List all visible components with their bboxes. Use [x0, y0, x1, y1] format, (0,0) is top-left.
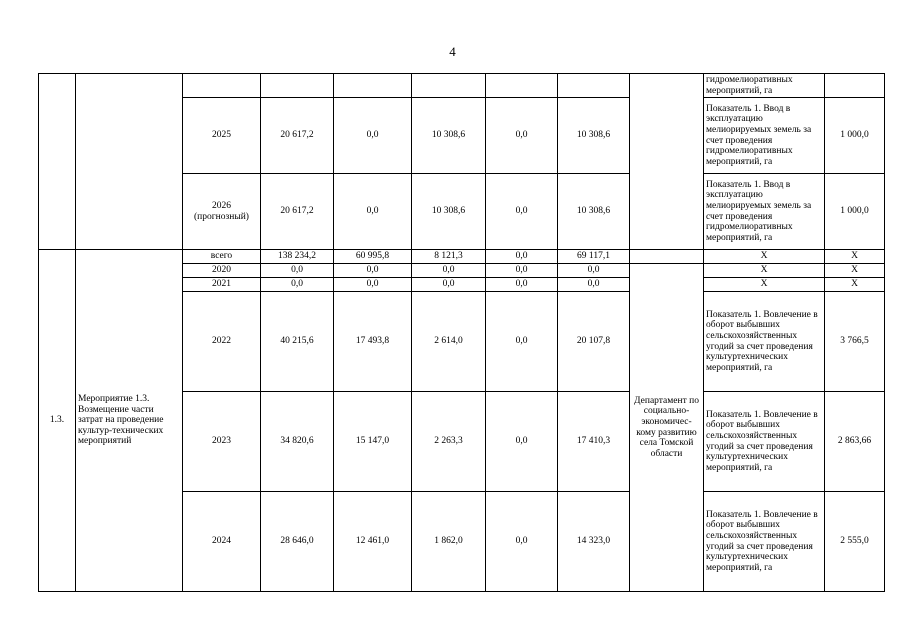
cell-fed: 0,0 — [334, 264, 412, 278]
cell-executor — [630, 74, 704, 250]
cell-total: 20 617,2 — [261, 98, 334, 174]
cell-indicator: Показатель 1. Вовлечение в оборот выбывших сельскохозяйственных угодий за счет проведения культуртехнических мероприятий, га — [704, 292, 825, 392]
cell-loc: 0,0 — [486, 292, 558, 392]
cell-value: 2 555,0 — [825, 492, 885, 592]
cell-fed: 15 147,0 — [334, 392, 412, 492]
cell-fed: 17 493,8 — [334, 292, 412, 392]
cell-year: 2023 — [183, 392, 261, 492]
cell-value: Х — [825, 250, 885, 264]
cell-indicator: Показатель 1. Ввод в эксплуатацию мелиорируемых земель за счет проведения гидромелиоративных мероприятий, га — [704, 174, 825, 250]
cell-year: 2025 — [183, 98, 261, 174]
cell-total: 20 617,2 — [261, 174, 334, 250]
cell-indicator: Показатель 1. Вовлечение в оборот выбывших сельскохозяйственных угодий за счет проведения культуртехнических мероприятий, га — [704, 492, 825, 592]
cell-loc: 0,0 — [486, 174, 558, 250]
cell-loc: 0,0 — [486, 492, 558, 592]
cell-extra — [558, 74, 630, 98]
cell-year: 2022 — [183, 292, 261, 392]
cell-total: 28 646,0 — [261, 492, 334, 592]
cell-value: 3 766,5 — [825, 292, 885, 392]
cell-value: 1 000,0 — [825, 98, 885, 174]
cell-extra: 69 117,1 — [558, 250, 630, 264]
cell-reg: 8 121,3 — [412, 250, 486, 264]
cell-name — [76, 74, 183, 250]
table-row — [39, 74, 885, 98]
cell-fed: 12 461,0 — [334, 492, 412, 592]
cell-name: Мероприятие 1.3. Возмещение части затрат на проведение культур-технических мероприятий — [76, 250, 183, 592]
cell-year: 2026 (прогнозный) — [183, 174, 261, 250]
cell-value — [825, 74, 885, 98]
cell-executor-empty — [630, 250, 704, 264]
cell-number — [39, 74, 76, 250]
cell-indicator: Показатель 1. Ввод в эксплуатацию мелиорируемых земель за счет проведения гидромелиоративных мероприятий, га — [704, 98, 825, 174]
cell-indicator: гидромелиоративных мероприятий, га — [704, 74, 825, 98]
cell-extra: 10 308,6 — [558, 174, 630, 250]
cell-loc: 0,0 — [486, 250, 558, 264]
cell-loc: 0,0 — [486, 392, 558, 492]
cell-reg — [412, 74, 486, 98]
cell-fed — [334, 74, 412, 98]
cell-reg: 1 862,0 — [412, 492, 486, 592]
cell-extra: 14 323,0 — [558, 492, 630, 592]
cell-reg: 0,0 — [412, 278, 486, 292]
cell-fed: 0,0 — [334, 98, 412, 174]
cell-indicator: Показатель 1. Вовлечение в оборот выбывших сельскохозяйственных угодий за счет проведения культуртехнических мероприятий, га — [704, 392, 825, 492]
cell-reg: 10 308,6 — [412, 174, 486, 250]
cell-value: Х — [825, 264, 885, 278]
cell-value: Х — [825, 278, 885, 292]
cell-total: 0,0 — [261, 264, 334, 278]
cell-year: 2020 — [183, 264, 261, 278]
cell-year: всего — [183, 250, 261, 264]
cell-loc — [486, 74, 558, 98]
cell-reg: 2 263,3 — [412, 392, 486, 492]
cell-year: 2024 — [183, 492, 261, 592]
cell-year — [183, 74, 261, 98]
program-table — [38, 73, 885, 592]
cell-fed: 60 995,8 — [334, 250, 412, 264]
cell-total: 138 234,2 — [261, 250, 334, 264]
cell-extra: 10 308,6 — [558, 98, 630, 174]
cell-fed: 0,0 — [334, 278, 412, 292]
cell-loc: 0,0 — [486, 278, 558, 292]
cell-reg: 0,0 — [412, 264, 486, 278]
cell-indicator: Х — [704, 250, 825, 264]
cell-loc: 0,0 — [486, 264, 558, 278]
cell-year: 2021 — [183, 278, 261, 292]
cell-executor: Департамент по социально-экономичес-кому развитию села Томской области — [630, 264, 704, 592]
cell-extra: 20 107,8 — [558, 292, 630, 392]
cell-total: 34 820,6 — [261, 392, 334, 492]
cell-indicator: Х — [704, 264, 825, 278]
cell-total: 0,0 — [261, 278, 334, 292]
table-row — [39, 250, 885, 264]
cell-total: 40 215,6 — [261, 292, 334, 392]
cell-total — [261, 74, 334, 98]
cell-extra: 0,0 — [558, 278, 630, 292]
cell-fed: 0,0 — [334, 174, 412, 250]
cell-extra: 17 410,3 — [558, 392, 630, 492]
cell-indicator: Х — [704, 278, 825, 292]
cell-loc: 0,0 — [486, 98, 558, 174]
cell-reg: 10 308,6 — [412, 98, 486, 174]
cell-reg: 2 614,0 — [412, 292, 486, 392]
cell-extra: 0,0 — [558, 264, 630, 278]
cell-number: 1.3. — [39, 250, 76, 592]
page-number: 4 — [449, 44, 456, 59]
cell-value: 2 863,66 — [825, 392, 885, 492]
cell-value: 1 000,0 — [825, 174, 885, 250]
